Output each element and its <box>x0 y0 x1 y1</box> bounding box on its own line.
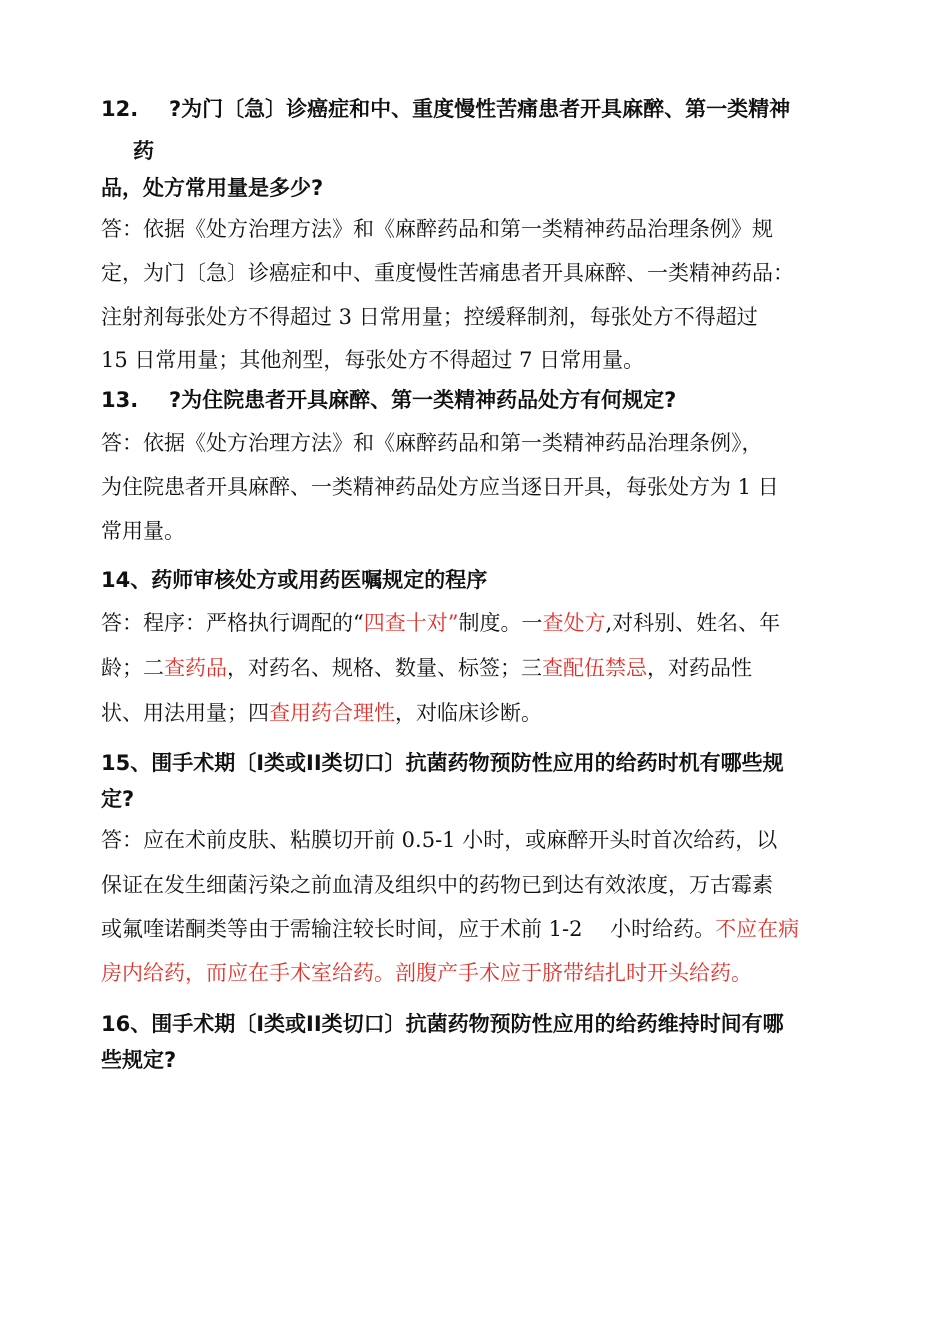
q12-answer-line4: 15 日常用量；其他剂型，每张处方不得超过 7 日常用量。 <box>101 348 645 372</box>
q14-l2-text-e: ，对药品性 <box>647 656 752 680</box>
q14-l2-text-a: 龄；二 <box>101 656 164 680</box>
q13-number: 13. <box>101 388 139 412</box>
q15-answer-line1: 答：应在术前皮肤、粘膜切开前 0.5-1 小时，或麻醉开头时首次给药，以 <box>101 828 778 852</box>
q14-l1-highlight-check-prescription: 查处方 <box>542 611 606 635</box>
q14-l1-highlight-four-checks: 四查十对” <box>363 611 459 635</box>
q12-number: 12. <box>101 97 139 121</box>
q14-answer-line2 <box>101 655 752 681</box>
q15-a3-text: 或氟喹诺酮类等由于需输注较长时间，应于术前 1-2 小时给药。 <box>101 917 716 941</box>
q13-answer-line1: 答：依据《处方治理方法》和《麻醉药品和第一类精神药品治理条例》， <box>101 431 763 455</box>
q12-title-line2: 药 <box>133 139 154 163</box>
q15-answer-line2: 保证在发生细菌污染之前血清及组织中的药物已到达有效浓度，万古霉素 <box>101 873 773 897</box>
q14-l2-highlight-check-drugs: 查药品 <box>164 656 227 680</box>
q13-title-text: ?为住院患者开具麻醉、第一类精神药品处方有何规定? <box>169 388 677 412</box>
q12-title-text: ?为门〔急〕诊癌症和中、重度慢性苦痛患者开具麻醉、第一类精神 <box>169 97 791 121</box>
q15-answer-line4-highlight: 房内给药，而应在手术室给药。剖腹产手术应于脐带结扎时开头给药。 <box>101 961 752 985</box>
q12-answer-line2: 定，为门〔急〕诊癌症和中、重度慢性苦痛患者开具麻醉、一类精神药品： <box>101 261 794 285</box>
q15-title-line1: 15、围手术期〔I类或II类切口〕抗菌药物预防性应用的给药时机有哪些规 <box>101 751 784 775</box>
q14-title: 14、药师审核处方或用药医嘱规定的程序 <box>101 568 488 592</box>
q15-title-line2: 定? <box>101 787 135 811</box>
q15-answer-line3 <box>101 916 799 942</box>
q13-answer-line3: 常用量。 <box>101 519 185 543</box>
q15-a3-highlight: 不应在病 <box>715 917 800 941</box>
q12-answer-line3: 注射剂每张处方不得超过 3 日常用量；控缓释制剂，每张处方不得超过 <box>101 305 758 329</box>
q12-title-line1 <box>101 96 790 122</box>
q13-answer-line2: 为住院患者开具麻醉、一类精神药品处方应当逐日开具，每张处方为 1 日 <box>101 475 779 499</box>
q12-title-line3: 品，处方常用量是多少? <box>101 176 324 200</box>
q14-answer-line1 <box>101 610 780 636</box>
q16-title-line2: 些规定? <box>101 1048 177 1072</box>
q13-title <box>101 387 676 413</box>
q16-title-line1: 16、围手术期〔I类或II类切口〕抗菌药物预防性应用的给药维持时间有哪 <box>101 1012 784 1036</box>
q14-l1-text-a: 答：程序：严格执行调配的“ <box>101 611 364 635</box>
q14-l2-highlight-check-incompatibility: 查配伍禁忌 <box>542 656 647 680</box>
q14-answer-line3 <box>101 700 542 726</box>
q12-answer-line1: 答：依据《处方治理方法》和《麻醉药品和第一类精神药品治理条例》规 <box>101 217 773 241</box>
q14-l3-text-a: 状、用法用量；四 <box>101 701 269 725</box>
q14-l1-text-c: 制度。一 <box>458 611 543 635</box>
q14-l1-text-e: ,对科别、姓名、年 <box>605 611 781 635</box>
q14-l2-text-c: ，对药名、规格、数量、标签；三 <box>227 656 542 680</box>
q14-l3-highlight-check-rationality: 查用药合理性 <box>269 701 395 725</box>
q14-l3-text-c: ，对临床诊断。 <box>395 701 542 725</box>
